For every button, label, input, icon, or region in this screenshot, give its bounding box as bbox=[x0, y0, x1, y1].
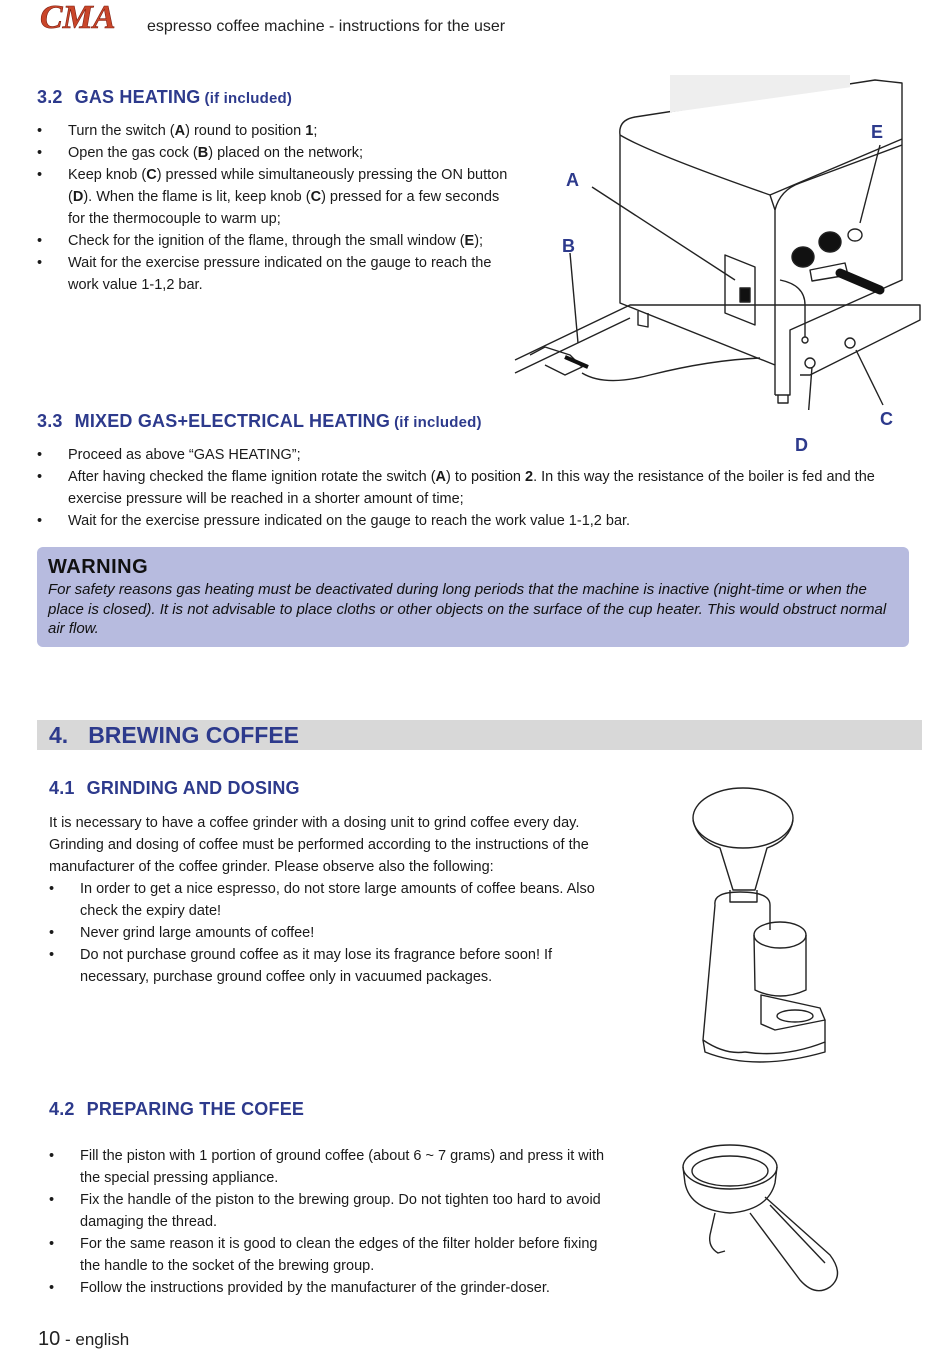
section-4-1-heading bbox=[49, 778, 300, 799]
key-reference: A bbox=[435, 469, 447, 485]
preparing-steps bbox=[49, 1145, 611, 1299]
warning-text: For safety reasons gas heating must be deactivated during long periods that the machine is inactive (night-time or when the place is closed). It is not advisable to place cloths or other objects on the surface of the cup heater. This would obstruct normal air flow. bbox=[48, 581, 887, 637]
chapter-number: 4. bbox=[49, 722, 69, 748]
chapter-heading-band bbox=[37, 720, 922, 750]
list-item: • After having checked the flame ignition rotate the switch (A) to position 2. In this way the resistance of the boiler is fed and the exercise pressure will be reached in a shorter amount of time; bbox=[37, 466, 912, 510]
chapter-title bbox=[49, 722, 299, 749]
grinding-tips bbox=[49, 878, 611, 988]
key-reference: E bbox=[464, 233, 475, 249]
key-reference: C bbox=[146, 167, 157, 183]
section-number: 3.2 bbox=[37, 87, 63, 107]
label-b: B bbox=[562, 236, 575, 256]
mixed-heating-steps bbox=[37, 444, 912, 532]
section-title: GAS HEATING bbox=[74, 87, 201, 107]
section-title: PREPARING THE COFEE bbox=[86, 1099, 305, 1119]
list-item: • Wait for the exercise pressure indicated on the gauge to reach the work value 1-1,2 bar. bbox=[37, 252, 517, 296]
list-item: • Keep knob (C) pressed while simultaneously pressing the ON button (D). When the flame is lit, keep knob (C) pressed for a few seconds for the thermocouple to warm up; bbox=[37, 164, 517, 230]
footer-language: english bbox=[75, 1330, 130, 1349]
section-title: GRINDING AND DOSING bbox=[86, 778, 300, 798]
logo-text: CMA bbox=[40, 2, 116, 36]
label-a: A bbox=[566, 170, 579, 190]
section-title: MIXED GAS+ELECTRICAL HEATING bbox=[74, 411, 391, 431]
footer-separator: - bbox=[64, 1330, 71, 1349]
filter-holder-illustration bbox=[680, 1135, 860, 1305]
espresso-machine-illustration bbox=[510, 75, 930, 410]
section-4-1-body bbox=[49, 812, 611, 988]
list-item: • Check for the ignition of the flame, through the small window (E); bbox=[37, 230, 517, 252]
section-3-3-heading bbox=[37, 411, 482, 432]
list-item: • Never grind large amounts of coffee! bbox=[49, 922, 611, 944]
document-header-title: espresso coffee machine - instructions for the user bbox=[147, 18, 506, 35]
section-4-2-heading bbox=[49, 1099, 304, 1120]
section-number: 4.1 bbox=[49, 778, 75, 798]
key-reference: B bbox=[197, 145, 209, 161]
list-item: • Follow the instructions provided by the manufacturer of the grinder-doser. bbox=[49, 1277, 611, 1299]
list-item: • Do not purchase ground coffee as it may lose its fragrance before soon! If necessary, purchase ground coffee only in vacuumed packages. bbox=[49, 944, 611, 988]
warning-box bbox=[37, 547, 909, 647]
section-qualifier: (if included) bbox=[204, 90, 293, 107]
coffee-grinder-illustration bbox=[685, 780, 845, 1070]
list-item: • Open the gas cock (B) placed on the network; bbox=[37, 142, 517, 164]
list-item: • Fix the handle of the piston to the brewing group. Do not tighten too hard to avoid damaging the thread. bbox=[49, 1189, 611, 1233]
section-number: 3.3 bbox=[37, 411, 63, 431]
list-item: • In order to get a nice espresso, do not store large amounts of coffee beans. Also check the expiry date! bbox=[49, 878, 611, 922]
key-reference: A bbox=[174, 123, 186, 139]
grinding-intro: It is necessary to have a coffee grinder with a dosing unit to grind coffee every day. Grinding and dosing of coffee must be performed according to the instructions of the manufacturer of the coffee grinder. Please observe also the following: bbox=[49, 815, 589, 875]
key-reference: 1 bbox=[305, 123, 314, 139]
key-reference: D bbox=[72, 189, 84, 205]
list-item: • For the same reason it is good to clean the edges of the filter holder before fixing the handle to the socket of the brewing group. bbox=[49, 1233, 611, 1277]
page-footer bbox=[38, 1328, 129, 1351]
company-logo bbox=[38, 2, 138, 54]
section-3-2-heading bbox=[37, 87, 292, 108]
key-reference: 2 bbox=[525, 469, 534, 485]
list-item: • Turn the switch (A) round to position 1; bbox=[37, 120, 517, 142]
label-e: E bbox=[871, 122, 884, 142]
section-number: 4.2 bbox=[49, 1099, 75, 1119]
list-item: • Wait for the exercise pressure indicated on the gauge to reach the work value 1-1,2 bar. bbox=[37, 510, 912, 532]
page-number: 10 bbox=[38, 1328, 61, 1350]
chapter-title-text: BREWING COFFEE bbox=[88, 722, 300, 748]
key-reference: C bbox=[310, 189, 322, 205]
list-item: • Proceed as above “GAS HEATING”; bbox=[37, 444, 912, 466]
label-d: D bbox=[795, 435, 808, 455]
section-qualifier: (if included) bbox=[394, 414, 482, 431]
label-c: C bbox=[880, 409, 893, 429]
gas-heating-steps bbox=[37, 120, 517, 296]
warning-title: WARNING bbox=[48, 556, 149, 578]
list-item: • Fill the piston with 1 portion of ground coffee (about 6 ~ 7 grams) and press it with the special pressing appliance. bbox=[49, 1145, 611, 1189]
